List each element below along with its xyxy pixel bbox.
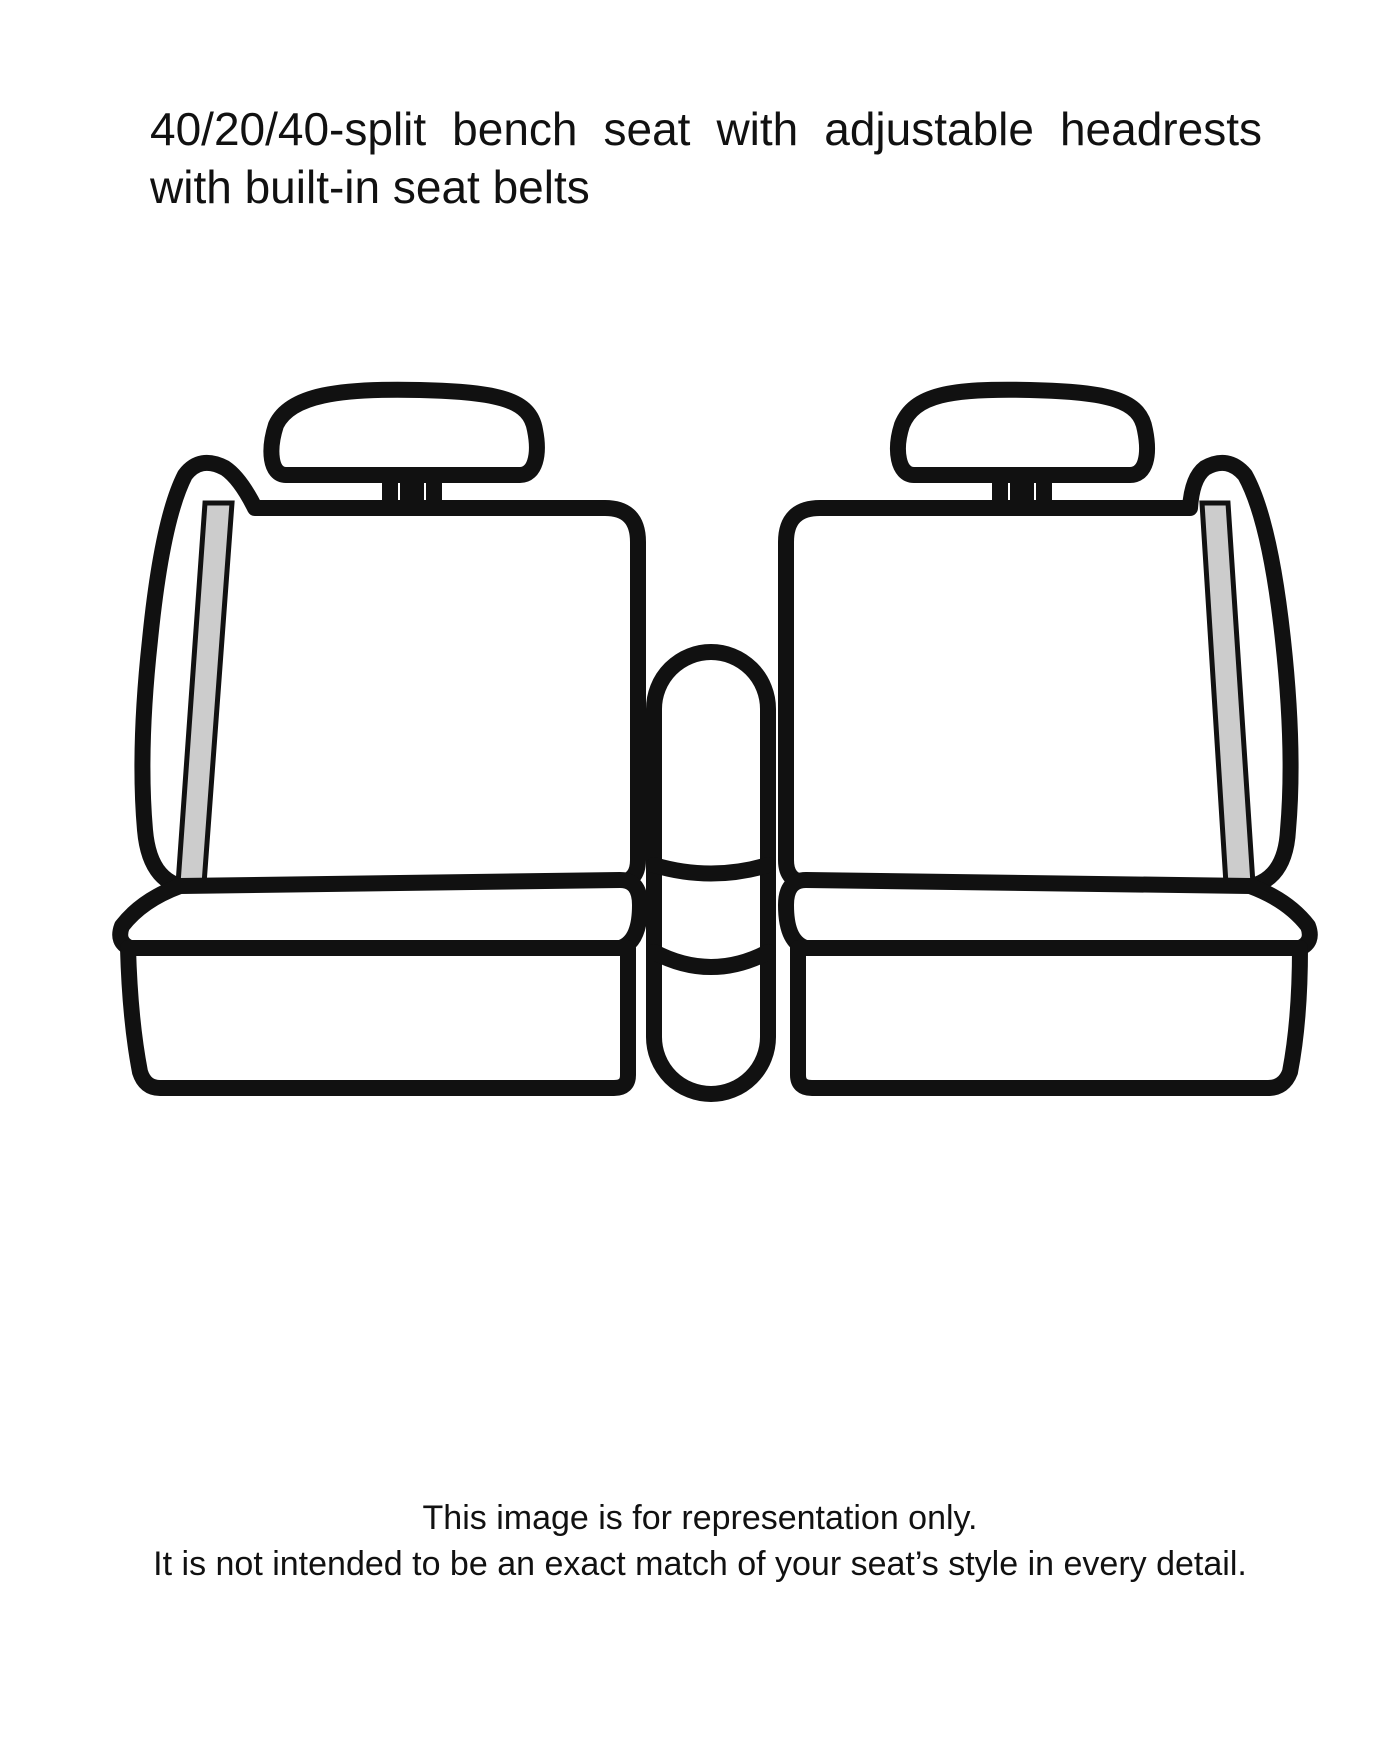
- right-seat: [786, 390, 1310, 1088]
- bench-seat-diagram: [0, 360, 1400, 1120]
- right-headrest: [898, 390, 1147, 475]
- left-seat: [120, 390, 640, 1088]
- disclaimer-line-1: This image is for representation only.: [422, 1499, 978, 1537]
- left-headrest: [271, 390, 536, 475]
- right-seat-cushion-front: [798, 948, 1300, 1088]
- left-seat-cushion-front: [128, 948, 628, 1088]
- page-title: 40/20/40-split bench seat with adjustable headrests with built-in seat belts: [150, 103, 1262, 213]
- disclaimer-line-2: It is not intended to be an exact match of your seat’s style in every detail.: [153, 1545, 1247, 1583]
- left-seat-cushion: [120, 880, 640, 948]
- center-armrest-strap: [654, 865, 768, 874]
- right-seat-cushion: [786, 880, 1310, 948]
- disclaimer: [0, 1495, 1400, 1587]
- center-armrest: [654, 652, 768, 1094]
